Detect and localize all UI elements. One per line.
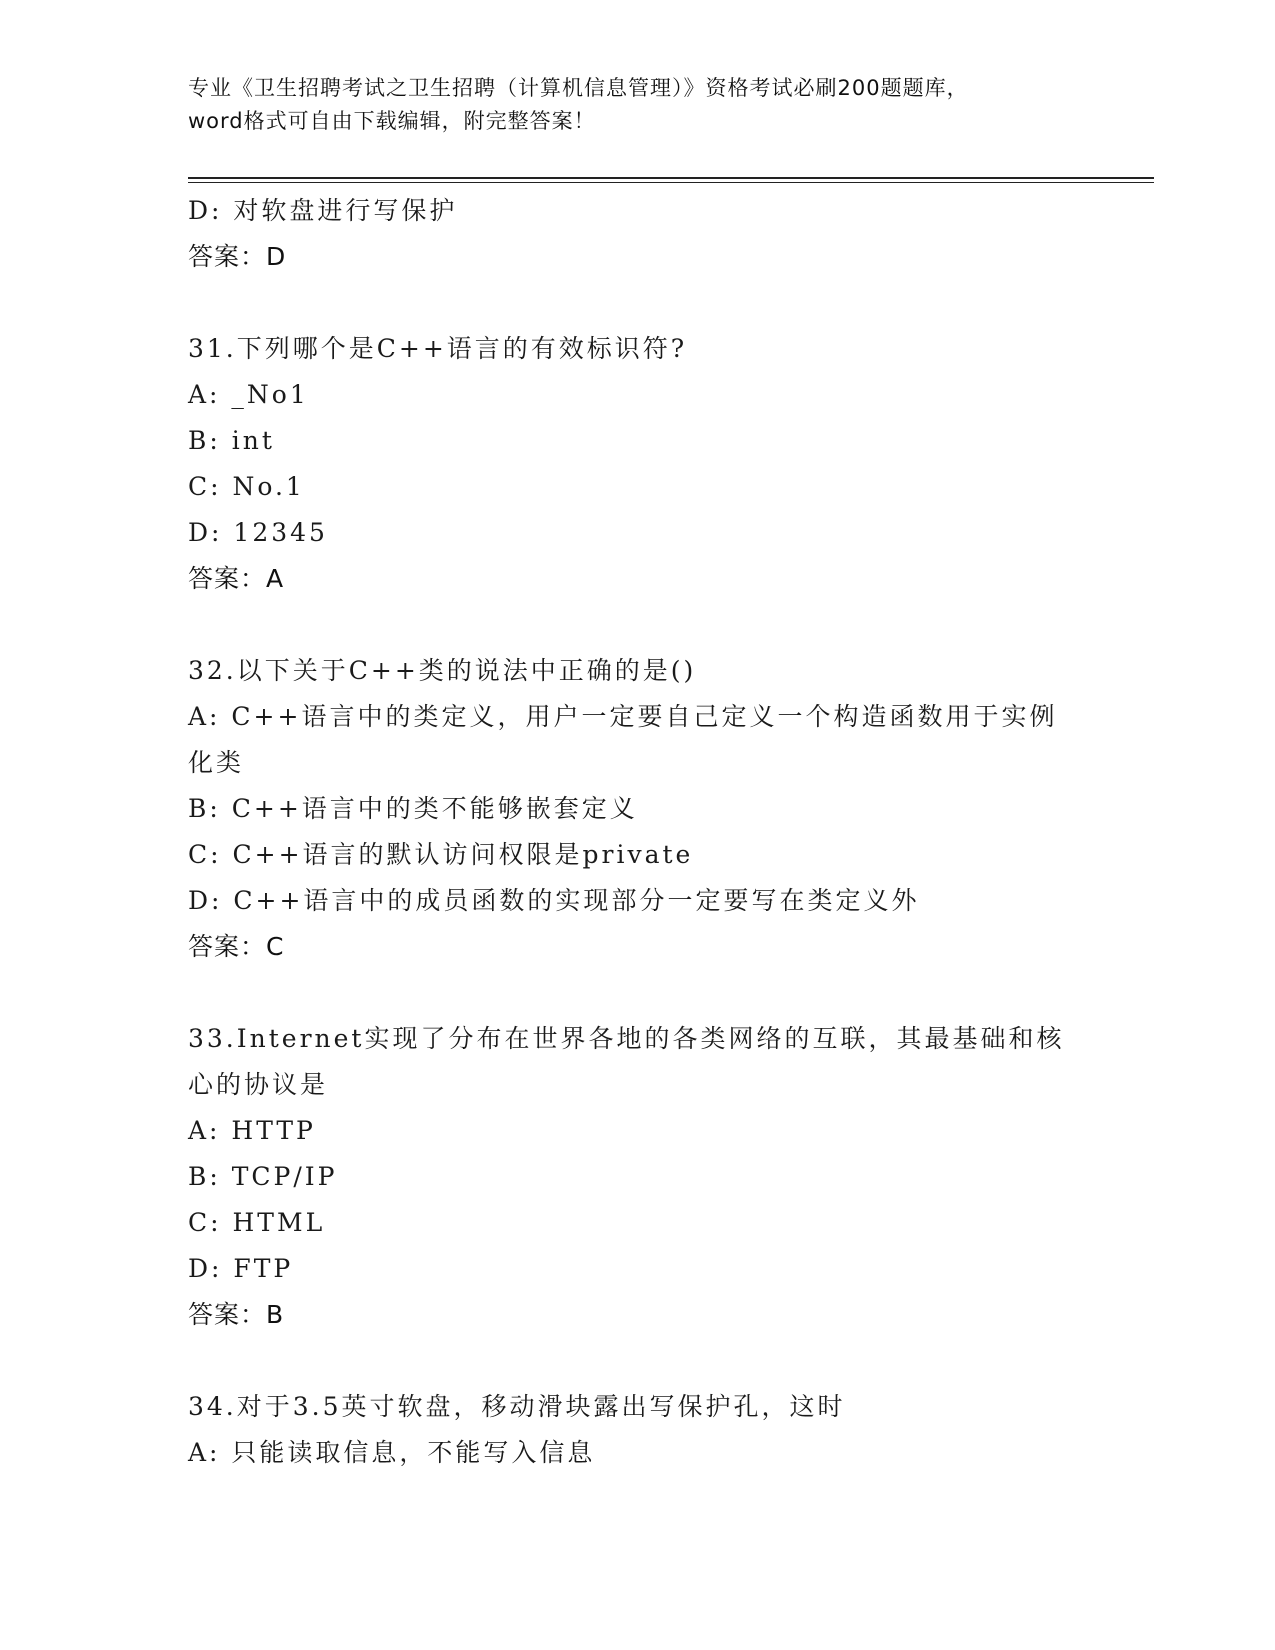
question-33-option-c: C: HTML — [188, 1208, 326, 1237]
spacer — [188, 280, 1088, 326]
question-33-option-a: A: HTTP — [188, 1116, 316, 1145]
spacer — [188, 970, 1088, 1016]
spacer — [188, 1338, 1088, 1384]
question-32-option-a: A: C++语言中的类定义，用户一定要自己定义一个构造函数用于实例 — [188, 702, 1058, 731]
question-33-stem-cont: 心的协议是 — [188, 1070, 329, 1099]
question-31-answer: 答案：A — [188, 564, 285, 593]
question-34-option-a: A: 只能读取信息，不能写入信息 — [188, 1438, 596, 1467]
header-title-line-1: 专业《卫生招聘考试之卫生招聘（计算机信息管理）》资格考试必刷200题题库， — [188, 76, 969, 100]
spacer — [188, 602, 1088, 648]
question-31-option-a: A: _No1 — [188, 380, 309, 409]
question-32-answer: 答案：C — [188, 932, 285, 961]
option-d: D: 对软盘进行写保护 — [188, 196, 458, 225]
question-32-option-d: D: C++语言中的成员函数的实现部分一定要写在类定义外 — [188, 886, 920, 915]
question-32-option-a-cont: 化类 — [188, 748, 245, 777]
question-list — [188, 188, 1088, 1476]
question-33-option-b: B: TCP/IP — [188, 1162, 338, 1191]
question-33-answer: 答案：B — [188, 1300, 285, 1329]
page-header — [188, 72, 1088, 138]
question-31-option-c: C: No.1 — [188, 472, 305, 501]
question-31-option-d: D: 12345 — [188, 518, 328, 547]
question-33-stem: 33.Internet实现了分布在世界各地的各类网络的互联，其最基础和核 — [188, 1024, 1065, 1053]
question-31-option-b: B: int — [188, 426, 275, 455]
header-title-line-2: word格式可自由下载编辑，附完整答案！ — [188, 109, 596, 133]
header-divider — [188, 177, 1154, 183]
question-31-stem: 31.下列哪个是C++语言的有效标识符? — [188, 334, 688, 363]
question-32-option-c: C: C++语言的默认访问权限是private — [188, 840, 694, 869]
question-33-option-d: D: FTP — [188, 1254, 294, 1283]
answer-label: 答案：D — [188, 242, 287, 271]
question-32-option-b: B: C++语言中的类不能够嵌套定义 — [188, 794, 638, 823]
question-32-stem: 32.以下关于C++类的说法中正确的是() — [188, 656, 697, 685]
question-34-stem: 34.对于3.5英寸软盘，移动滑块露出写保护孔，这时 — [188, 1392, 846, 1421]
